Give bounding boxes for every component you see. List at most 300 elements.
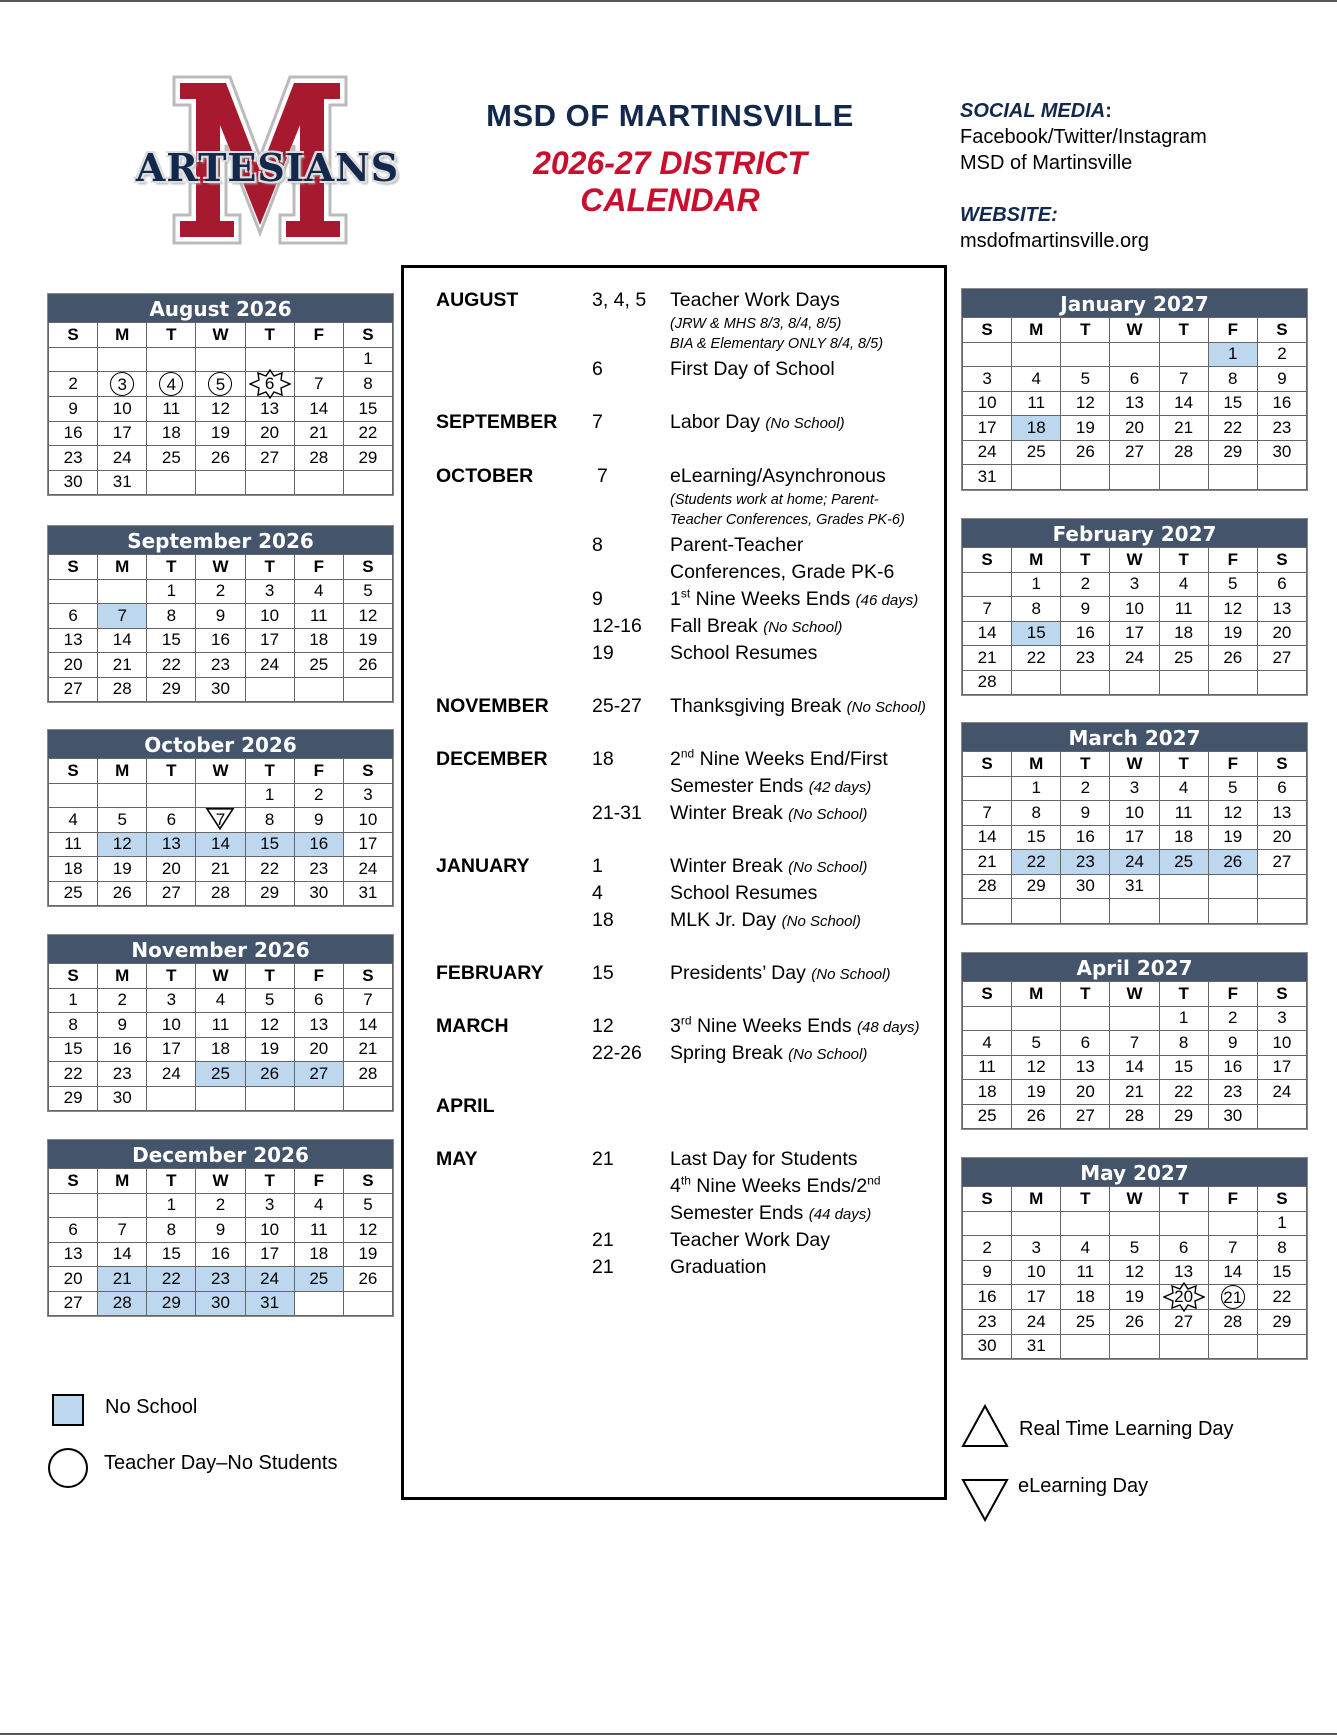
- calendar-day: [1012, 1310, 1061, 1335]
- calendar-day: [245, 1291, 294, 1316]
- calendar-month-header: March 2027: [962, 723, 1307, 751]
- empty-cell: [196, 470, 245, 495]
- day-number: 1: [264, 785, 275, 805]
- day-number: 11: [1076, 1262, 1095, 1282]
- empty-cell: [1159, 342, 1208, 367]
- calendar-day: [343, 1193, 392, 1218]
- empty-cell: [1159, 899, 1208, 924]
- calendar-day: [1208, 1055, 1257, 1080]
- calendar-day: [1257, 801, 1306, 826]
- calendar-day: [147, 1291, 196, 1316]
- day-number: 20: [63, 1268, 83, 1288]
- day-number: 11: [64, 834, 82, 854]
- day-number: 2: [1080, 574, 1091, 594]
- calendar-day: [1110, 874, 1159, 899]
- day-number: 11: [1027, 393, 1046, 413]
- calendar-day: [49, 988, 98, 1013]
- legend-elearning: eLearning Day: [1018, 1475, 1149, 1497]
- calendar-day: [49, 372, 98, 397]
- day-number: 20: [1075, 1081, 1095, 1101]
- calendar-day: [1110, 776, 1159, 801]
- calendar-day: [963, 1260, 1012, 1285]
- calendar-day: [1110, 850, 1159, 875]
- weekday-header: S: [1257, 982, 1306, 1007]
- day-number: 4: [314, 1195, 324, 1215]
- day-number: 4: [982, 1032, 992, 1052]
- day-number: 12: [112, 834, 132, 854]
- day-number: 9: [1080, 598, 1091, 618]
- calendar-day: [1061, 1236, 1110, 1261]
- calendar-day: [343, 832, 392, 857]
- calendar-day: [196, 1062, 245, 1087]
- event-date: 15: [592, 962, 614, 984]
- empty-cell: [196, 347, 245, 372]
- empty-cell: [1110, 899, 1159, 924]
- day-number: 1: [1228, 344, 1238, 364]
- event-date: 7: [592, 411, 603, 433]
- empty-cell: [1012, 465, 1061, 490]
- event-date: 6: [592, 358, 603, 380]
- calendar-day: [963, 416, 1012, 441]
- day-number: 24: [1026, 1311, 1046, 1331]
- calendar-day: [1061, 572, 1110, 597]
- day-number: 29: [260, 883, 280, 903]
- day-number: 22: [1272, 1287, 1292, 1306]
- day-number: 29: [161, 679, 181, 699]
- calendar-day: [1257, 1260, 1306, 1285]
- weekday-header: W: [1110, 752, 1159, 777]
- empty-cell: [963, 1006, 1012, 1031]
- day-number: 28: [211, 883, 230, 903]
- event-month-november: NOVEMBER: [436, 695, 549, 717]
- calendar-day: [1061, 1031, 1110, 1056]
- empty-cell: [343, 470, 392, 495]
- empty-cell: [1061, 899, 1110, 924]
- calendar-day: [245, 1267, 294, 1292]
- calendar-day: [1159, 572, 1208, 597]
- day-number: 15: [1026, 623, 1046, 643]
- day-number: 8: [166, 605, 177, 625]
- day-number: 25: [211, 1063, 230, 1083]
- day-number: 18: [309, 1244, 329, 1264]
- day-number: 17: [1272, 1057, 1292, 1077]
- empty-cell: [147, 783, 196, 808]
- day-number: 9: [1080, 802, 1091, 822]
- calendar-day: [147, 808, 196, 833]
- day-number: 10: [260, 1219, 280, 1239]
- day-number: 25: [63, 883, 83, 903]
- event-note: BIA & Elementary ONLY 8/4, 8/5): [670, 336, 884, 352]
- day-number: 3: [363, 785, 373, 805]
- day-number: 2: [215, 1195, 226, 1215]
- calendar-day: [1110, 1104, 1159, 1129]
- event-desc: Conferences, Grade PK-6: [670, 561, 895, 583]
- calendar-day: [1257, 391, 1306, 416]
- empty-cell: [1208, 465, 1257, 490]
- calendar-day: [1012, 776, 1061, 801]
- day-number: 19: [211, 423, 230, 443]
- weekday-header: W: [1110, 982, 1159, 1007]
- calendar-day: [1110, 825, 1159, 850]
- calendar-day: [294, 1037, 343, 1062]
- day-number: 4: [1031, 368, 1041, 388]
- social-account: MSD of Martinsville: [960, 152, 1133, 174]
- calendar-day: [98, 1218, 147, 1243]
- calendar-day: [196, 421, 245, 446]
- calendar-day: [49, 1267, 98, 1292]
- day-number: 13: [1075, 1057, 1095, 1077]
- calendar-day: [963, 1236, 1012, 1261]
- day-number: 8: [1228, 368, 1238, 388]
- day-number: 16: [211, 630, 230, 650]
- day-number: 9: [215, 605, 226, 625]
- day-number: 14: [309, 398, 329, 418]
- event-date: 21: [592, 1256, 614, 1278]
- calendar-august-2026: [47, 293, 394, 496]
- no-school-swatch-icon: [52, 1394, 84, 1426]
- calendar-day: [1061, 850, 1110, 875]
- empty-cell: [98, 783, 147, 808]
- calendar-day: [1208, 1236, 1257, 1261]
- day-number: 15: [1174, 1057, 1194, 1077]
- weekday-header: S: [1257, 1187, 1306, 1212]
- weekday-header: S: [343, 555, 392, 580]
- day-number: 11: [1174, 598, 1193, 618]
- calendar-day: [147, 397, 196, 422]
- day-number: 4: [314, 581, 324, 601]
- event-desc: Graduation: [670, 1256, 767, 1278]
- weekday-header: M: [98, 323, 147, 348]
- day-number: 25: [309, 654, 329, 674]
- calendar-day: [343, 1242, 392, 1267]
- calendar-day: [294, 881, 343, 906]
- day-number: 2: [1277, 344, 1287, 364]
- day-number: 7: [1129, 1032, 1140, 1052]
- calendar-day: [1159, 597, 1208, 622]
- day-number: 3: [264, 581, 275, 601]
- empty-cell: [245, 677, 294, 702]
- calendar-day: [1257, 1031, 1306, 1056]
- day-number: 25: [977, 1106, 997, 1126]
- empty-cell: [49, 1193, 98, 1218]
- calendar-day: [343, 881, 392, 906]
- weekday-header: S: [49, 555, 98, 580]
- event-desc: Last Day for Students: [670, 1148, 858, 1170]
- day-number: 3: [264, 1195, 275, 1215]
- event-month-october: OCTOBER: [436, 465, 534, 487]
- event-desc: 2nd Nine Weeks End/First: [670, 746, 888, 770]
- calendar-day: [1012, 1031, 1061, 1056]
- calendar-day: [147, 1218, 196, 1243]
- calendar-day: [147, 1062, 196, 1087]
- empty-cell: [98, 1193, 147, 1218]
- event-month-september: SEPTEMBER: [436, 411, 558, 433]
- day-number: 1: [1178, 1008, 1189, 1028]
- calendar-day: [147, 653, 196, 678]
- calendar-day: [1257, 850, 1306, 875]
- day-number: 18: [1026, 417, 1046, 437]
- calendar-day: [1012, 1104, 1061, 1129]
- calendar-day: [294, 372, 343, 397]
- calendar-day: [245, 628, 294, 653]
- day-number: 9: [215, 1219, 226, 1239]
- day-number: 26: [1125, 1311, 1144, 1331]
- calendar-day: [1061, 1260, 1110, 1285]
- empty-cell: [343, 677, 392, 702]
- day-number: 30: [977, 1336, 997, 1356]
- day-number: 10: [1272, 1032, 1292, 1052]
- calendar-day: [1159, 1006, 1208, 1031]
- empty-cell: [1061, 1211, 1110, 1236]
- calendar-day: [1110, 1260, 1159, 1285]
- day-number: 24: [358, 858, 378, 878]
- calendar-day: [196, 1291, 245, 1316]
- calendar-day: [1257, 1211, 1306, 1236]
- day-number: 5: [117, 809, 127, 829]
- event-date: 21: [592, 1229, 614, 1251]
- weekday-header: S: [49, 1169, 98, 1194]
- day-number: 3: [1031, 1237, 1041, 1257]
- day-number: 29: [1223, 442, 1243, 462]
- empty-cell: [963, 1211, 1012, 1236]
- calendar-day: [294, 1218, 343, 1243]
- calendar-day: [1061, 440, 1110, 465]
- calendar-day: [196, 857, 245, 882]
- calendar-march-2027: [961, 722, 1308, 925]
- event-date: 18: [592, 909, 614, 931]
- elearning-triangle-icon: [961, 1478, 1009, 1522]
- calendar-day: [1012, 572, 1061, 597]
- event-note: (JRW & MHS 8/3, 8/4, 8/5): [670, 316, 842, 332]
- weekday-header: S: [343, 759, 392, 784]
- calendar-day: [294, 628, 343, 653]
- day-number: 11: [978, 1057, 996, 1077]
- day-number: 13: [63, 1244, 83, 1264]
- calendar-day: [196, 1037, 245, 1062]
- teacher-day-circle-icon: 5: [208, 372, 232, 396]
- calendar-day: [963, 597, 1012, 622]
- day-number: 13: [1272, 802, 1292, 822]
- weekday-header: S: [1257, 548, 1306, 573]
- calendar-day: [147, 1037, 196, 1062]
- calendar-day: [196, 1013, 245, 1038]
- day-number: 17: [112, 423, 132, 443]
- empty-cell: [343, 1086, 392, 1111]
- calendar-day: [245, 579, 294, 604]
- calendar-day: [1208, 621, 1257, 646]
- event-desc: eLearning/Asynchronous: [670, 465, 886, 487]
- day-number: 14: [1223, 1262, 1243, 1282]
- day-number: 22: [1223, 417, 1243, 437]
- day-number: 29: [358, 447, 378, 467]
- day-number: 7: [314, 374, 324, 393]
- day-number: 27: [1272, 647, 1292, 667]
- event-desc: Semester Ends (44 days): [670, 1202, 872, 1224]
- day-number: 27: [309, 1063, 329, 1083]
- empty-cell: [1110, 670, 1159, 695]
- event-desc: 3rd Nine Weeks Ends (48 days): [670, 1013, 920, 1037]
- day-number: 16: [63, 423, 83, 443]
- event-month-april: APRIL: [436, 1095, 495, 1117]
- calendar-day: [49, 1037, 98, 1062]
- weekday-header: F: [294, 555, 343, 580]
- day-number: 28: [309, 447, 329, 467]
- day-number: 26: [211, 447, 230, 467]
- day-number: 15: [1223, 393, 1243, 413]
- day-number: 27: [161, 883, 181, 903]
- calendar-day: [245, 1013, 294, 1038]
- day-number: 8: [166, 1219, 177, 1239]
- website-heading: WEBSITE:: [960, 204, 1058, 226]
- calendar-day: [1110, 621, 1159, 646]
- website-link[interactable]: msdofmartinsville.org: [960, 230, 1149, 252]
- weekday-header: W: [1110, 318, 1159, 343]
- weekday-header: S: [963, 318, 1012, 343]
- day-number: 5: [1228, 778, 1238, 798]
- calendar-day: [343, 347, 392, 372]
- day-number: 1: [363, 349, 373, 369]
- day-number: 24: [161, 1063, 181, 1083]
- day-number: 19: [358, 1244, 378, 1264]
- calendar-day: [343, 604, 392, 629]
- calendar-day: [98, 372, 147, 397]
- day-number: 24: [260, 1268, 280, 1288]
- empty-cell: [963, 572, 1012, 597]
- day-number: 26: [112, 883, 132, 903]
- calendar-day: [98, 832, 147, 857]
- day-number: 12: [1075, 393, 1095, 413]
- calendar-day: [49, 808, 98, 833]
- day-number: 2: [982, 1237, 992, 1257]
- calendar-day: [98, 1291, 147, 1316]
- calendar-day: [294, 857, 343, 882]
- weekday-header: T: [1159, 1187, 1208, 1212]
- day-number: 27: [1272, 851, 1292, 871]
- weekday-header: T: [245, 1169, 294, 1194]
- calendar-day: [98, 988, 147, 1013]
- calendar-day: [49, 628, 98, 653]
- empty-cell: [1159, 874, 1208, 899]
- event-desc: School Resumes: [670, 642, 818, 664]
- day-number: 18: [1075, 1287, 1095, 1306]
- calendar-day: [196, 372, 245, 397]
- calendar-day: [1159, 1031, 1208, 1056]
- calendar-day: [963, 367, 1012, 392]
- day-number: 5: [1031, 1032, 1041, 1052]
- calendar-day: [196, 446, 245, 471]
- weekday-header: F: [1208, 982, 1257, 1007]
- weekday-header: F: [1208, 318, 1257, 343]
- day-number: 3: [1277, 1008, 1287, 1028]
- calendar-day: [343, 857, 392, 882]
- calendar-day: [245, 1193, 294, 1218]
- day-number: 28: [112, 1293, 132, 1313]
- empty-cell: [1110, 1334, 1159, 1359]
- calendar-day: [98, 1013, 147, 1038]
- empty-cell: [196, 783, 245, 808]
- day-number: 13: [260, 398, 280, 418]
- calendar-day: [98, 677, 147, 702]
- day-number: 30: [112, 1088, 132, 1108]
- day-number: 28: [977, 876, 997, 896]
- day-number: 4: [68, 809, 78, 829]
- day-number: 9: [1277, 368, 1287, 388]
- calendar-day: [49, 832, 98, 857]
- calendar-day: [343, 372, 392, 397]
- calendar-month-header: February 2027: [962, 519, 1307, 547]
- calendar-day: [963, 1080, 1012, 1105]
- day-number: 2: [1080, 778, 1091, 798]
- calendar-day: [1012, 597, 1061, 622]
- event-desc: Thanksgiving Break (No School): [670, 695, 926, 717]
- event-date: 21-31: [592, 802, 642, 824]
- day-number: 9: [1228, 1032, 1238, 1052]
- calendar-day: [245, 604, 294, 629]
- day-number: 13: [63, 630, 83, 650]
- calendar-day: [196, 397, 245, 422]
- event-desc: Winter Break (No School): [670, 802, 868, 824]
- weekday-header: W: [196, 555, 245, 580]
- calendar-day: [98, 446, 147, 471]
- day-number: 22: [260, 858, 280, 878]
- calendar-day: [98, 857, 147, 882]
- day-number: 27: [1125, 442, 1144, 462]
- calendar-day: [294, 1267, 343, 1292]
- calendar-day: [1208, 1260, 1257, 1285]
- day-number: 16: [1272, 393, 1292, 413]
- day-number: 14: [358, 1014, 378, 1034]
- empty-cell: [1208, 874, 1257, 899]
- day-number: 21: [211, 858, 230, 878]
- empty-cell: [1208, 1334, 1257, 1359]
- calendar-day: [49, 857, 98, 882]
- calendar-day: [1159, 1236, 1208, 1261]
- event-date: 1: [592, 855, 603, 877]
- calendar-day: [49, 1062, 98, 1087]
- calendar-day: [1012, 1080, 1061, 1105]
- empty-cell: [294, 470, 343, 495]
- day-number: 11: [309, 605, 328, 625]
- calendar-day: [1257, 440, 1306, 465]
- day-number: 3: [1129, 778, 1140, 798]
- calendar-day: [1208, 572, 1257, 597]
- day-number: 17: [1026, 1287, 1046, 1306]
- calendar-day: [1257, 825, 1306, 850]
- day-number: 20: [1272, 827, 1292, 847]
- calendar-day: [1257, 597, 1306, 622]
- calendar-day: [1208, 776, 1257, 801]
- day-number: 10: [358, 809, 378, 829]
- calendar-day: [1208, 1006, 1257, 1031]
- calendar-day: [1208, 416, 1257, 441]
- calendar-day: [1208, 440, 1257, 465]
- day-number: 6: [1277, 778, 1287, 798]
- day-number: 19: [1223, 827, 1243, 847]
- day-number: 30: [1272, 442, 1292, 462]
- day-number: 10: [1125, 802, 1144, 822]
- day-number: 15: [1272, 1262, 1292, 1282]
- calendar-day: [343, 1037, 392, 1062]
- calendar-day: [98, 397, 147, 422]
- day-number: 7: [117, 605, 127, 625]
- calendar-day: [196, 604, 245, 629]
- calendar-day: [1061, 1055, 1110, 1080]
- weekday-header: M: [1012, 1187, 1061, 1212]
- calendar-day: [245, 372, 294, 397]
- calendar-day: [147, 421, 196, 446]
- day-number: 11: [211, 1014, 230, 1034]
- calendar-day: [1061, 825, 1110, 850]
